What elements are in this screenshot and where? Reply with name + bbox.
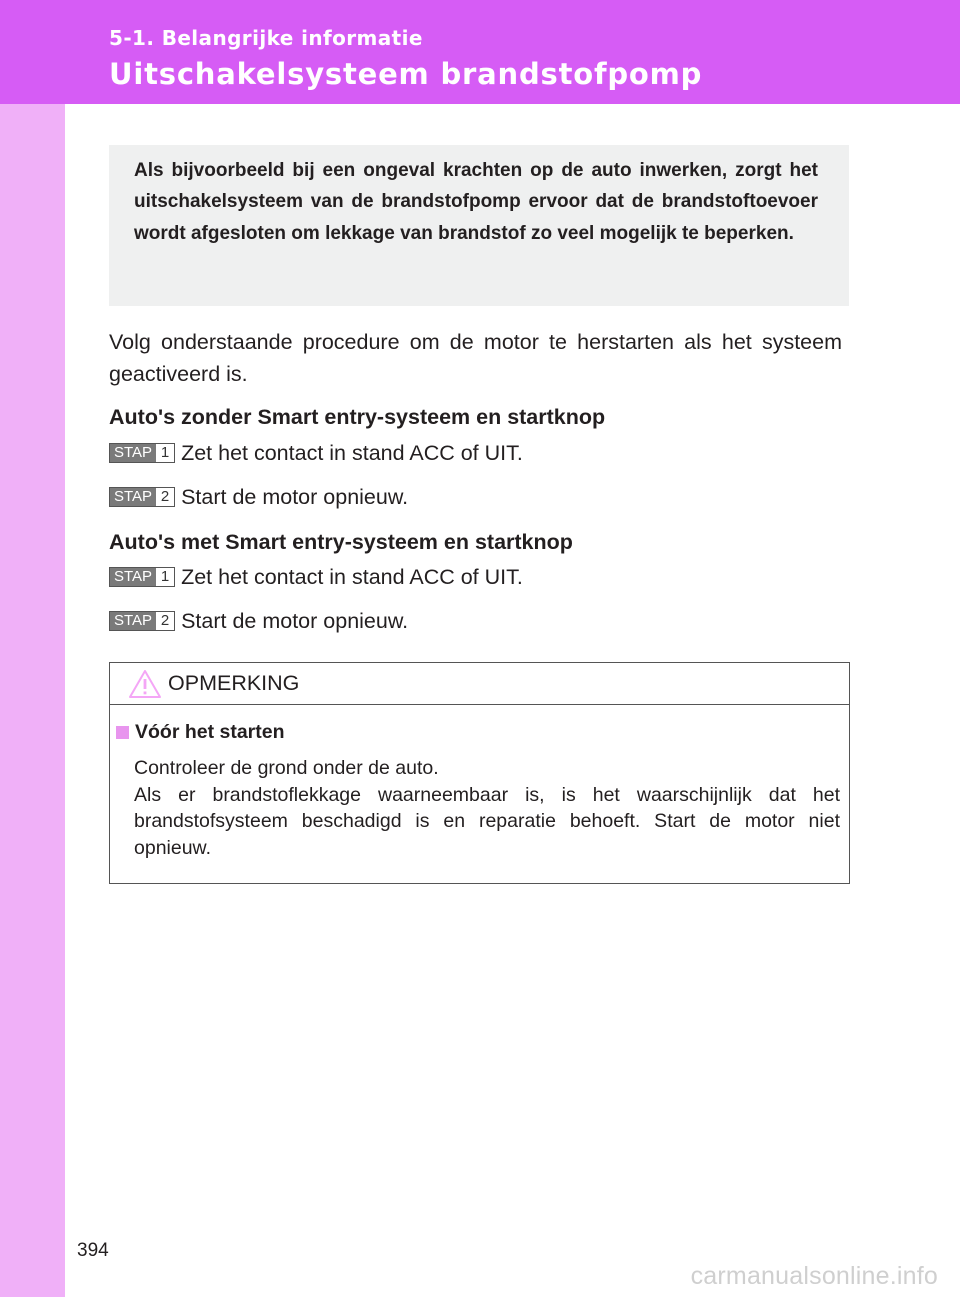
note-header: [110, 663, 849, 705]
group-heading-with-smart-entry: Auto's met Smart entry-systeem en startknop: [109, 530, 573, 554]
step-text: Zet het contact in stand ACC of UIT.: [181, 440, 523, 465]
note-title: OPMERKING: [168, 671, 300, 695]
step-row: [109, 441, 523, 465]
page-title: Uitschakelsysteem brandstofpomp: [109, 57, 703, 91]
note-subheading: [116, 721, 285, 744]
step-badge-number: 1: [156, 444, 174, 462]
step-badge: [109, 443, 175, 463]
intro-box: [109, 145, 849, 306]
note-subheading-text: Vóór het starten: [135, 721, 285, 743]
step-row: [109, 485, 408, 509]
side-strip: [0, 0, 65, 1297]
step-badge-label: STAP: [110, 568, 156, 586]
square-bullet-icon: [116, 726, 129, 739]
group-heading-without-smart-entry: Auto's zonder Smart entry-systeem en startknop: [109, 405, 606, 429]
step-badge-number: 1: [156, 568, 174, 586]
step-row: [109, 609, 408, 633]
note-line: Controleer de grond onder de auto.: [134, 757, 439, 779]
step-text: Zet het contact in stand ACC of UIT.: [181, 564, 523, 589]
step-badge: [109, 611, 175, 631]
step-text: Start de motor opnieuw.: [181, 484, 409, 509]
note-box: [109, 662, 850, 884]
section-label: 5-1. Belangrijke informatie: [109, 26, 423, 50]
step-badge: [109, 487, 175, 507]
page-header: [0, 0, 960, 104]
step-row: [109, 565, 523, 589]
step-badge-label: STAP: [110, 488, 156, 506]
step-text: Start de motor opnieuw.: [181, 608, 409, 633]
step-badge-number: 2: [156, 488, 174, 506]
watermark: carmanualsonline.info: [690, 1262, 938, 1290]
step-badge-label: STAP: [110, 444, 156, 462]
warning-triangle-icon: [128, 669, 162, 699]
step-badge-label: STAP: [110, 612, 156, 630]
note-body: [134, 755, 840, 861]
page-number: 394: [77, 1240, 109, 1261]
note-line: Als er brandstoflekkage waarneembaar is, is het waarschijnlijk dat het brandstofsysteem beschadigd is en reparatie behoeft. Start de motor niet opnieuw.: [134, 783, 840, 859]
step-badge-number: 2: [156, 612, 174, 630]
step-badge: [109, 567, 175, 587]
intro-text: Als bijvoorbeeld bij een ongeval krachten op de auto inwerken, zorgt het uitschakelsysteem van de brandstofpomp ervoor dat de brandstoftoevoer wordt afgesloten om lekkage van brandstof zo veel mogelijk te beperken.: [134, 160, 818, 244]
body-paragraph: Volg onderstaande procedure om de motor te herstarten als het systeem geactiveerd is.: [109, 330, 842, 386]
